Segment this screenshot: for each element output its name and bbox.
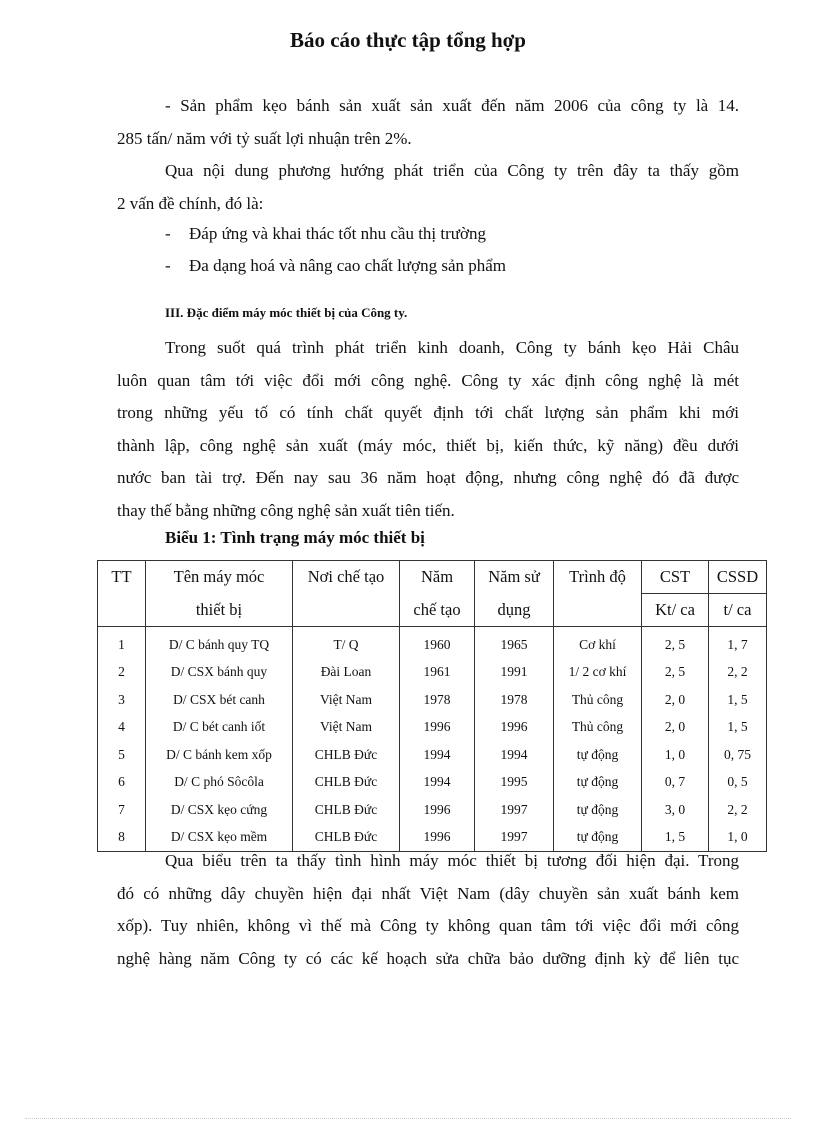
page-bottom-divider (25, 1118, 791, 1119)
table-row (98, 659, 767, 687)
table-row (98, 796, 767, 824)
cell-origin: CHLB Đức (293, 796, 400, 824)
bullet-dash: - (165, 224, 171, 243)
bullet-dash: - (165, 256, 171, 275)
text-line: đó có những dây chuyền hiện đại nhất Việt Nam (dây chuyền sản xuất bánh kem (117, 883, 739, 903)
cell-year-made: 1996 (400, 796, 475, 824)
table-row (98, 714, 767, 742)
cell-cssd: 1, 5 (709, 714, 767, 742)
cell-tt: 6 (98, 769, 146, 797)
header-cst: CST (642, 561, 709, 594)
page-title: Báo cáo thực tập tổng hợp (289, 28, 526, 52)
cell-origin: T/ Q (293, 627, 400, 659)
cell-tt: 2 (98, 659, 146, 687)
cell-year-used: 1994 (475, 741, 554, 769)
paragraph-technology (117, 332, 739, 527)
cell-tt: 4 (98, 714, 146, 742)
cell-level: tự động (554, 796, 642, 824)
table-header-row (98, 561, 767, 594)
cell-origin: CHLB Đức (293, 769, 400, 797)
header-cst-unit: Kt/ ca (642, 594, 709, 627)
cell-tt: 3 (98, 686, 146, 714)
cell-name: D/ CSX kẹo mềm (146, 824, 293, 852)
header-cssd-unit: t/ ca (709, 594, 767, 627)
cell-level: tự động (554, 769, 642, 797)
cell-name: D/ C bánh kem xốp (146, 741, 293, 769)
cell-year-made: 1994 (400, 741, 475, 769)
cell-name: D/ C bét canh iốt (146, 714, 293, 742)
cell-level: 1/ 2 cơ khí (554, 659, 642, 687)
header-year-made-cont: chế tạo (400, 594, 475, 627)
cell-cssd: 1, 5 (709, 686, 767, 714)
cell-name: D/ C bánh quy TQ (146, 627, 293, 659)
cell-cssd: 0, 5 (709, 769, 767, 797)
table-row (98, 741, 767, 769)
cell-year-made: 1961 (400, 659, 475, 687)
cell-cssd: 2, 2 (709, 659, 767, 687)
header-name-cont: thiết bị (146, 594, 293, 627)
cell-origin: Đài Loan (293, 659, 400, 687)
cell-year-made: 1978 (400, 686, 475, 714)
cell-level: Thủ công (554, 686, 642, 714)
header-origin-cont (293, 594, 400, 627)
cell-year-used: 1997 (475, 796, 554, 824)
cell-name: D/ CSX bét canh (146, 686, 293, 714)
cell-origin: Việt Nam (293, 686, 400, 714)
text-line: luôn quan tâm tới việc đổi mới công nghệ. Công ty xác định công nghệ là mét (117, 370, 739, 390)
cell-cssd: 0, 75 (709, 741, 767, 769)
cell-year-used: 1991 (475, 659, 554, 687)
cell-tt: 8 (98, 824, 146, 852)
cell-cssd: 2, 2 (709, 796, 767, 824)
cell-name: D/ CSX kẹo cứng (146, 796, 293, 824)
cell-level: Cơ khí (554, 627, 642, 659)
cell-cst: 2, 5 (642, 627, 709, 659)
text-line: thay thế bằng những công nghệ sản xuất tiên tiến. (117, 500, 455, 520)
header-year-used: Năm sử (475, 561, 554, 594)
cell-year-made: 1996 (400, 714, 475, 742)
cell-level: Thủ công (554, 714, 642, 742)
table-header-row (98, 594, 767, 627)
text-line: nghệ hàng năm Công ty có các kế hoạch sửa chữa bảo dưỡng định kỳ để liên tục (117, 948, 739, 968)
header-cssd: CSSD (709, 561, 767, 594)
cell-cst: 2, 5 (642, 659, 709, 687)
cell-name: D/ C phó Sôcôla (146, 769, 293, 797)
cell-cst: 2, 0 (642, 714, 709, 742)
cell-year-used: 1965 (475, 627, 554, 659)
cell-year-made: 1994 (400, 769, 475, 797)
header-tt: TT (98, 561, 146, 594)
cell-origin: CHLB Đức (293, 824, 400, 852)
header-level: Trình độ (554, 561, 642, 594)
header-tt-cont (98, 594, 146, 627)
bullet-item (165, 224, 486, 244)
cell-tt: 1 (98, 627, 146, 659)
bullet-text: Đa dạng hoá và nâng cao chất lượng sản phẩm (189, 256, 507, 275)
text-line: Trong suốt quá trình phát triển kinh doanh, Công ty bánh kẹo Hải Châu (165, 338, 739, 357)
table-row (98, 686, 767, 714)
table-caption: Biểu 1: Tình trạng máy móc thiết bị (165, 528, 425, 547)
text-line: 285 tấn/ năm với tỷ suất lợi nhuận trên 2%. (117, 128, 412, 148)
cell-cssd: 1, 7 (709, 627, 767, 659)
cell-cssd: 1, 0 (709, 824, 767, 852)
text-line: - Sản phẩm kẹo bánh sản xuất sản xuất đến năm 2006 của công ty là 14. (165, 96, 739, 115)
text-line: Qua nội dung phương hướng phát triển của Công ty trên đây ta thấy gồm (165, 161, 739, 180)
bullet-text: Đáp ứng và khai thác tốt nhu cầu thị trường (189, 224, 486, 243)
table-row (98, 627, 767, 659)
cell-cst: 2, 0 (642, 686, 709, 714)
cell-year-used: 1995 (475, 769, 554, 797)
text-line: thành lập, công nghệ sản xuất (máy móc, thiết bị, kiến thức, kỹ năng) đều dưới (117, 435, 739, 455)
cell-cst: 1, 5 (642, 824, 709, 852)
cell-year-used: 1978 (475, 686, 554, 714)
cell-year-used: 1996 (475, 714, 554, 742)
cell-name: D/ CSX bánh quy (146, 659, 293, 687)
text-line: 2 vấn đề chính, đó là: (117, 193, 264, 213)
cell-year-used: 1997 (475, 824, 554, 852)
cell-origin: CHLB Đức (293, 741, 400, 769)
header-origin: Nơi chế tạo (293, 561, 400, 594)
cell-origin: Việt Nam (293, 714, 400, 742)
header-name: Tên máy móc (146, 561, 293, 594)
table-row (98, 769, 767, 797)
cell-tt: 7 (98, 796, 146, 824)
text-line: trong những yếu tố có tính chất quyết định tới chất lượng sản phẩm khi mới (117, 403, 739, 422)
paragraph-products (117, 90, 739, 155)
section-heading: III. Đặc điểm máy móc thiết bị của Công ty. (165, 305, 408, 320)
header-level-cont (554, 594, 642, 627)
equipment-table (97, 560, 767, 852)
header-year-used-cont: dụng (475, 594, 554, 627)
cell-cst: 3, 0 (642, 796, 709, 824)
cell-year-made: 1996 (400, 824, 475, 852)
cell-tt: 5 (98, 741, 146, 769)
cell-cst: 1, 0 (642, 741, 709, 769)
text-line: nước ban tài trợ. Đến nay sau 36 năm hoạt động, nhưng công nghệ đó đã được (117, 468, 739, 487)
cell-level: tự động (554, 741, 642, 769)
table-body (98, 627, 767, 852)
text-line: Qua biểu trên ta thấy tình hình máy móc thiết bị tương đối hiện đại. Trong (165, 851, 739, 870)
paragraph-assessment (117, 845, 739, 975)
cell-cst: 0, 7 (642, 769, 709, 797)
cell-level: tự động (554, 824, 642, 852)
cell-year-made: 1960 (400, 627, 475, 659)
paragraph-direction (117, 155, 739, 220)
bullet-item (165, 256, 506, 276)
header-year-made: Năm (400, 561, 475, 594)
text-line: xốp). Tuy nhiên, không vì thế mà Công ty không quan tâm tới việc đổi mới công (117, 916, 739, 935)
